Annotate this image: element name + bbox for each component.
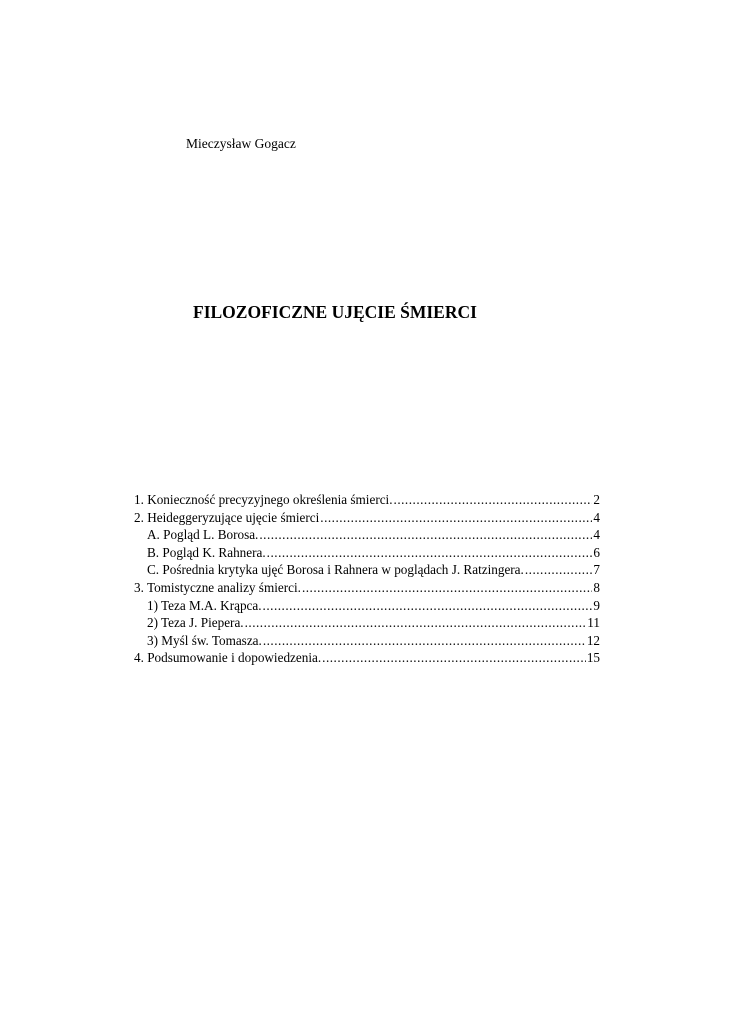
toc-page-number: 6 <box>593 544 600 560</box>
toc-entry-label: B. Pogląd K. Rahnera. <box>147 544 266 560</box>
toc-dot-leader <box>245 614 587 632</box>
toc-page-number: 7 <box>593 562 600 578</box>
document-title: FILOZOFICZNE UJĘCIE ŚMIERCI <box>193 302 477 322</box>
toc-entry-label: 2. Heideggeryzujące ujęcie śmierci <box>134 509 320 525</box>
toc-entry-label: 1) Teza M.A. Krąpca. <box>147 597 262 613</box>
toc-entry-label: 2) Teza J. Piepera. <box>147 615 244 631</box>
toc-page-number: 8 <box>593 579 600 595</box>
toc-page-number: 9 <box>593 597 600 613</box>
toc-dot-leader <box>267 544 593 562</box>
toc-entry[interactable] <box>134 614 600 632</box>
toc-entry-label: 1. Konieczność precyzyjnego określenia śmierci. <box>134 492 393 507</box>
toc-entry[interactable] <box>134 579 600 597</box>
toc-dot-leader <box>322 649 586 667</box>
toc-dot-leader <box>259 526 592 544</box>
toc-entry-label: 4. Podsumowanie i dopowiedzenia. <box>134 650 322 666</box>
toc-page-number: 11 <box>587 615 600 631</box>
toc-entry[interactable] <box>134 526 600 544</box>
toc-entry[interactable] <box>134 597 600 615</box>
toc-page-number: 2 <box>593 492 600 507</box>
table-of-contents <box>134 491 600 667</box>
toc-entry[interactable] <box>134 632 600 650</box>
toc-dot-leader <box>320 509 592 527</box>
toc-entry-label: A. Pogląd L. Borosa. <box>147 527 259 543</box>
toc-dot-leader <box>302 579 592 597</box>
toc-dot-leader <box>263 597 593 615</box>
toc-entry-label: 3) Myśl św. Tomasza. <box>147 632 262 648</box>
toc-page-number: 12 <box>586 632 600 648</box>
toc-dot-leader <box>525 561 593 579</box>
toc-entry-label: C. Pośrednia krytyka ujęć Borosa i Rahnera w poglądach J. Ratzingera. <box>147 562 524 578</box>
toc-entry[interactable] <box>134 544 600 562</box>
toc-entry-label: 3. Tomistyczne analizy śmierci. <box>134 579 301 595</box>
toc-entry[interactable] <box>134 491 600 509</box>
toc-entry[interactable] <box>134 509 600 527</box>
toc-page-number: 4 <box>593 527 600 543</box>
toc-dot-leader <box>394 491 593 509</box>
author-name: Mieczysław Gogacz <box>186 136 296 151</box>
toc-entry[interactable] <box>134 649 600 667</box>
toc-page-number: 4 <box>593 509 600 525</box>
toc-dot-leader <box>263 632 586 650</box>
toc-page-number: 15 <box>586 650 600 666</box>
toc-entry[interactable] <box>134 561 600 579</box>
